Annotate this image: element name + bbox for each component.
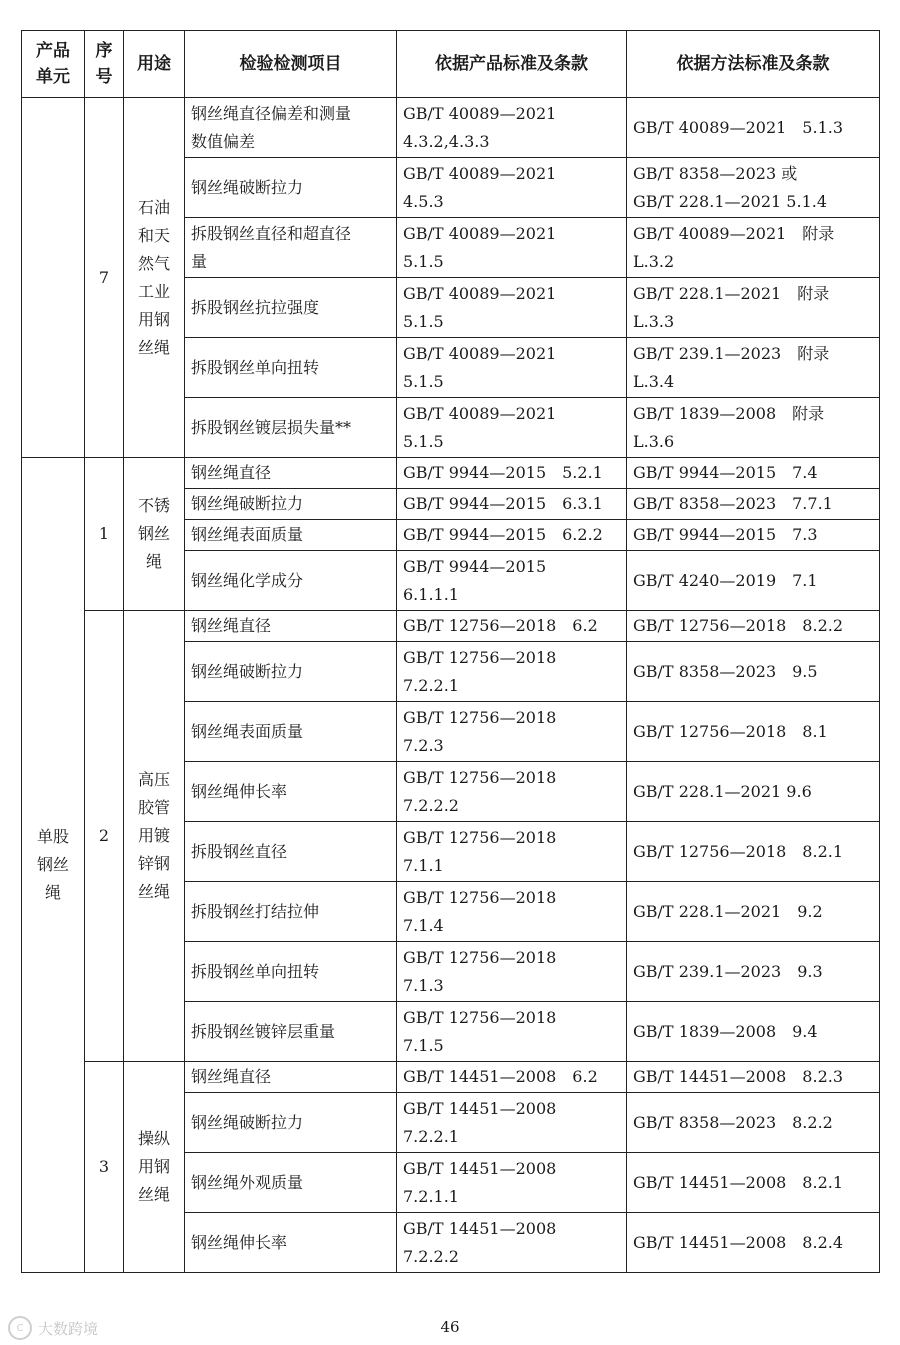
table-row — [22, 1062, 880, 1093]
serial-number-cell: 7 — [85, 98, 124, 458]
product-standard-cell: GB/T 12756—2018 7.2.3 — [397, 702, 627, 762]
inspection-item-cell: 拆股钢丝镀层损失量** — [185, 398, 397, 458]
usage-cell: 高压 胶管 用镀 锌钢 丝绳 — [124, 611, 185, 1062]
usage-cell: 操纵 用钢 丝绳 — [124, 1062, 185, 1273]
method-standard-cell: GB/T 9944—2015 7.3 — [627, 520, 880, 551]
product-standard-cell: GB/T 40089—2021 4.3.2,4.3.3 — [397, 98, 627, 158]
header-no: 序 号 — [85, 31, 124, 98]
product-unit-cell: 单股 钢丝 绳 — [22, 458, 85, 1273]
inspection-item-cell: 拆股钢丝直径 — [185, 822, 397, 882]
page-number: 46 — [440, 1318, 460, 1336]
serial-number-cell: 2 — [85, 611, 124, 1062]
inspection-item-cell: 钢丝绳伸长率 — [185, 1213, 397, 1273]
inspection-item-cell: 钢丝绳化学成分 — [185, 551, 397, 611]
header-unit: 产品 单元 — [22, 31, 85, 98]
method-standard-cell: GB/T 228.1—2021 9.6 — [627, 762, 880, 822]
method-standard-cell: GB/T 9944—2015 7.4 — [627, 458, 880, 489]
product-standard-cell: GB/T 40089—2021 5.1.5 — [397, 398, 627, 458]
table-row — [22, 98, 880, 158]
header-method-standard: 依据方法标准及条款 — [627, 31, 880, 98]
header-use: 用途 — [124, 31, 185, 98]
product-standard-cell: GB/T 14451—2008 7.2.1.1 — [397, 1153, 627, 1213]
inspection-item-cell: 钢丝绳破断拉力 — [185, 158, 397, 218]
inspection-item-cell: 钢丝绳表面质量 — [185, 702, 397, 762]
method-standard-cell: GB/T 12756—2018 8.2.1 — [627, 822, 880, 882]
table-row — [22, 458, 880, 489]
product-standard-cell: GB/T 12756—2018 7.2.2.1 — [397, 642, 627, 702]
product-standard-cell: GB/T 14451—2008 6.2 — [397, 1062, 627, 1093]
product-standard-cell: GB/T 12756—2018 7.1.4 — [397, 882, 627, 942]
inspection-table — [21, 30, 880, 1273]
product-standard-cell: GB/T 12756—2018 6.2 — [397, 611, 627, 642]
method-standard-cell: GB/T 228.1—2021 9.2 — [627, 882, 880, 942]
product-standard-cell: GB/T 12756—2018 7.1.3 — [397, 942, 627, 1002]
inspection-item-cell: 拆股钢丝抗拉强度 — [185, 278, 397, 338]
inspection-item-cell: 钢丝绳外观质量 — [185, 1153, 397, 1213]
watermark-logo-icon: C — [8, 1316, 32, 1340]
inspection-item-cell: 钢丝绳直径 — [185, 458, 397, 489]
method-standard-cell: GB/T 14451—2008 8.2.4 — [627, 1213, 880, 1273]
inspection-item-cell: 钢丝绳破断拉力 — [185, 489, 397, 520]
method-standard-cell: GB/T 1839—2008 附录 L.3.6 — [627, 398, 880, 458]
product-unit-cell — [22, 98, 85, 458]
inspection-item-cell: 钢丝绳直径 — [185, 1062, 397, 1093]
method-standard-cell: GB/T 14451—2008 8.2.1 — [627, 1153, 880, 1213]
header-item: 检验检测项目 — [185, 31, 397, 98]
inspection-item-cell: 钢丝绳表面质量 — [185, 520, 397, 551]
usage-cell: 不锈 钢丝 绳 — [124, 458, 185, 611]
method-standard-cell: GB/T 228.1—2021 附录 L.3.3 — [627, 278, 880, 338]
product-standard-cell: GB/T 9944—2015 6.2.2 — [397, 520, 627, 551]
inspection-item-cell: 拆股钢丝单向扭转 — [185, 942, 397, 1002]
method-standard-cell: GB/T 12756—2018 8.1 — [627, 702, 880, 762]
product-standard-cell: GB/T 9944—2015 6.3.1 — [397, 489, 627, 520]
method-standard-cell: GB/T 14451—2008 8.2.3 — [627, 1062, 880, 1093]
serial-number-cell: 1 — [85, 458, 124, 611]
serial-number-cell: 3 — [85, 1062, 124, 1273]
method-standard-cell: GB/T 40089—2021 附录 L.3.2 — [627, 218, 880, 278]
method-standard-cell: GB/T 8358—2023 7.7.1 — [627, 489, 880, 520]
method-standard-cell: GB/T 12756—2018 8.2.2 — [627, 611, 880, 642]
inspection-item-cell: 钢丝绳破断拉力 — [185, 642, 397, 702]
inspection-item-cell: 钢丝绳伸长率 — [185, 762, 397, 822]
inspection-item-cell: 拆股钢丝打结拉伸 — [185, 882, 397, 942]
inspection-item-cell: 钢丝绳直径 — [185, 611, 397, 642]
product-standard-cell: GB/T 9944—2015 6.1.1.1 — [397, 551, 627, 611]
product-standard-cell: GB/T 40089—2021 5.1.5 — [397, 338, 627, 398]
product-standard-cell: GB/T 12756—2018 7.2.2.2 — [397, 762, 627, 822]
method-standard-cell: GB/T 239.1—2023 9.3 — [627, 942, 880, 1002]
product-standard-cell: GB/T 40089—2021 4.5.3 — [397, 158, 627, 218]
header-product-standard: 依据产品标准及条款 — [397, 31, 627, 98]
watermark-text: 大数跨境 — [38, 1319, 99, 1338]
header-row — [22, 31, 880, 98]
inspection-item-cell: 拆股钢丝直径和超直径 量 — [185, 218, 397, 278]
inspection-item-cell: 钢丝绳直径偏差和测量 数值偏差 — [185, 98, 397, 158]
inspection-item-cell: 拆股钢丝单向扭转 — [185, 338, 397, 398]
method-standard-cell: GB/T 239.1—2023 附录 L.3.4 — [627, 338, 880, 398]
product-standard-cell: GB/T 40089—2021 5.1.5 — [397, 218, 627, 278]
product-standard-cell: GB/T 12756—2018 7.1.1 — [397, 822, 627, 882]
method-standard-cell: GB/T 8358—2023 或 GB/T 228.1—2021 5.1.4 — [627, 158, 880, 218]
method-standard-cell: GB/T 8358—2023 9.5 — [627, 642, 880, 702]
product-standard-cell: GB/T 14451—2008 7.2.2.2 — [397, 1213, 627, 1273]
product-standard-cell: GB/T 12756—2018 7.1.5 — [397, 1002, 627, 1062]
product-standard-cell: GB/T 9944—2015 5.2.1 — [397, 458, 627, 489]
method-standard-cell: GB/T 4240—2019 7.1 — [627, 551, 880, 611]
method-standard-cell: GB/T 1839—2008 9.4 — [627, 1002, 880, 1062]
usage-cell: 石油 和天 然气 工业 用钢 丝绳 — [124, 98, 185, 458]
table-row — [22, 611, 880, 642]
method-standard-cell: GB/T 8358—2023 8.2.2 — [627, 1093, 880, 1153]
inspection-item-cell: 钢丝绳破断拉力 — [185, 1093, 397, 1153]
product-standard-cell: GB/T 14451—2008 7.2.2.1 — [397, 1093, 627, 1153]
product-standard-cell: GB/T 40089—2021 5.1.5 — [397, 278, 627, 338]
method-standard-cell: GB/T 40089—2021 5.1.3 — [627, 98, 880, 158]
inspection-item-cell: 拆股钢丝镀锌层重量 — [185, 1002, 397, 1062]
